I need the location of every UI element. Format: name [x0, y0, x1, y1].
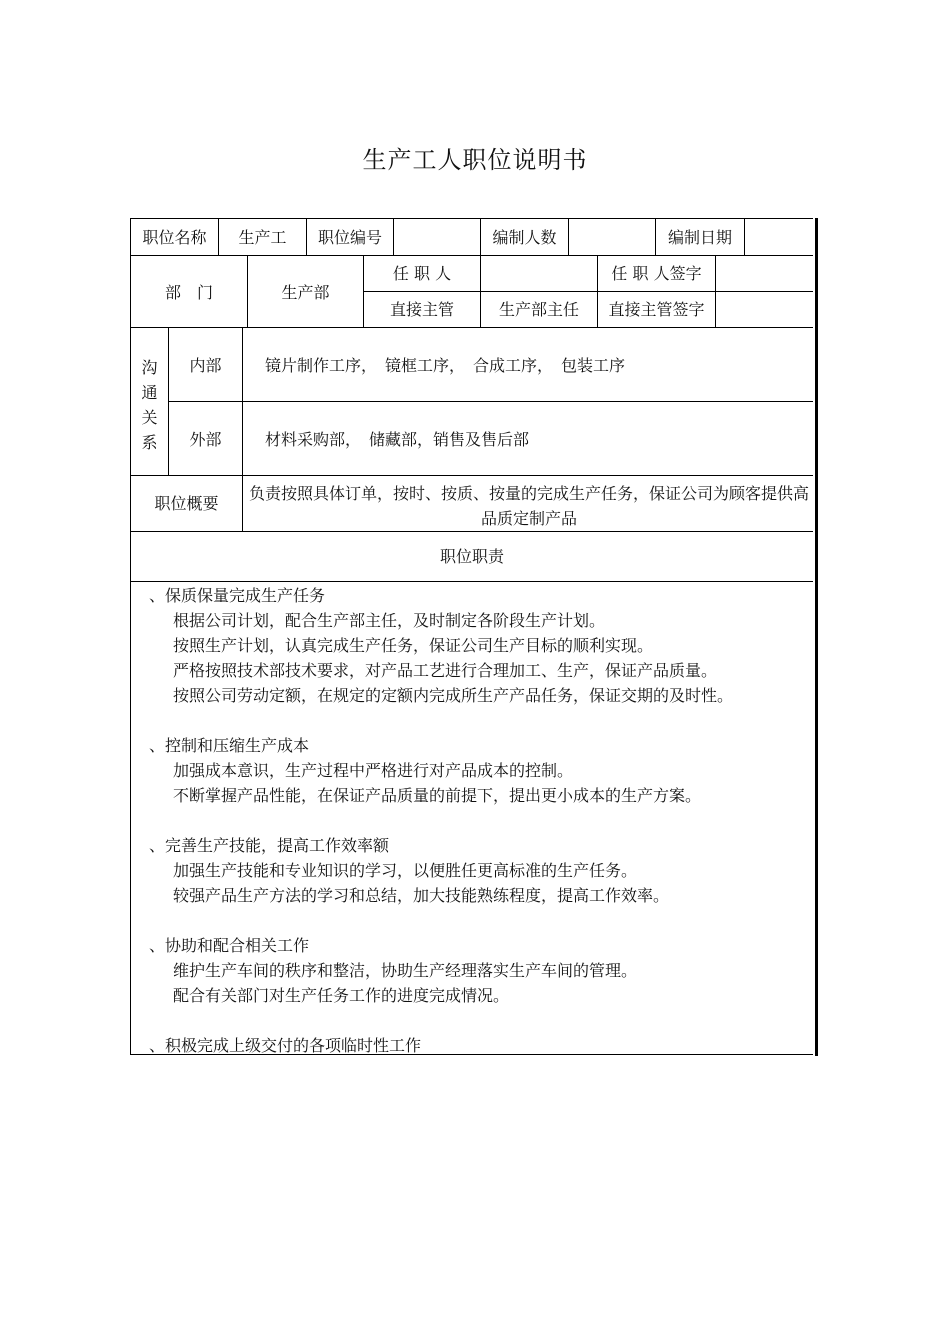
row-divider [130, 531, 813, 532]
duty-section [133, 1033, 809, 1058]
summary-value: 负责按照具体订单，按时、按质、按量的完成生产任务，保证公司为顾客提供高品质定制产品 [249, 484, 810, 528]
duty-item: 维护生产车间的秩序和整洁，协助生产经理落实生产车间的管理。 [173, 961, 638, 980]
duty-section [133, 933, 809, 1008]
table-border-top [130, 218, 813, 219]
supervisor-sign-label: 直接主管签字 [608, 300, 705, 319]
duty-item: 加强生产技能和专业知识的学习，以便胜任更高标准的生产任务。 [173, 861, 638, 880]
duty-section-title: 、保质保量完成生产任务 [149, 586, 326, 605]
duties-list [133, 583, 809, 1058]
communication-label-char: 系 [141, 433, 158, 452]
incumbent-sign-label: 任 职 人签字 [611, 264, 702, 283]
col-divider [393, 218, 394, 255]
duty-section [133, 833, 809, 908]
col-divider [715, 255, 716, 327]
department-label: 部 门 [164, 283, 213, 302]
date-label: 编制日期 [667, 228, 732, 247]
row-divider [130, 475, 813, 476]
row-divider [130, 255, 813, 256]
row-divider [130, 581, 813, 582]
communication-label [131, 355, 168, 455]
duty-item: 较强产品生产方法的学习和总结，加大技能熟练程度，提高工作效率。 [173, 886, 670, 905]
row-divider [168, 401, 813, 402]
duties-header: 职位职责 [439, 547, 504, 566]
summary-label: 职位概要 [154, 494, 219, 513]
headcount-label: 编制人数 [492, 228, 557, 247]
external-label: 外部 [189, 430, 222, 449]
incumbent-label: 任 职 人 [392, 264, 452, 283]
position-code-label: 职位编号 [317, 228, 382, 247]
supervisor-label: 直接主管 [389, 300, 454, 319]
duty-item: 按照公司劳动定额，在规定的定额内完成所生产产品任务，保证交期的及时性。 [173, 686, 734, 705]
duty-section-title: 、完善生产技能，提高工作效率额 [149, 836, 390, 855]
duty-item: 不断掌握产品性能，在保证产品质量的前提下，提出更小成本的生产方案。 [173, 786, 702, 805]
row-divider [363, 291, 813, 292]
duty-section-title: 、协助和配合相关工作 [149, 936, 310, 955]
internal-value: 镜片制作工序， 镜框工序， 合成工序， 包装工序 [265, 356, 626, 375]
duty-item: 严格按照技术部技术要求，对产品工艺进行合理加工、生产，保证产品质量。 [173, 661, 718, 680]
duty-item: 根据公司计划，配合生产部主任，及时制定各阶段生产计划。 [173, 611, 606, 630]
duty-section-title: 、积极完成上级交付的各项临时性工作 [149, 1036, 422, 1055]
internal-label: 内部 [189, 356, 222, 375]
row-divider [130, 327, 813, 328]
table-border-left [130, 218, 131, 1055]
document-title: 生产工人职位说明书 [362, 146, 588, 174]
duty-item: 按照生产计划，认真完成生产任务，保证公司生产目标的顺利实现。 [173, 636, 654, 655]
department-value: 生产部 [281, 283, 330, 302]
position-name-label: 职位名称 [142, 228, 207, 247]
supervisor-value: 生产部主任 [498, 300, 579, 319]
duty-section [133, 583, 809, 708]
duty-item: 配合有关部门对生产任务工作的进度完成情况。 [173, 986, 510, 1005]
col-divider [744, 218, 745, 255]
duty-section [133, 733, 809, 808]
external-value: 材料采购部， 储藏部，销售及售后部 [265, 430, 530, 449]
col-divider [242, 327, 243, 531]
col-divider [168, 327, 169, 475]
communication-label-char: 沟 [141, 358, 158, 377]
position-name-value: 生产工 [238, 228, 287, 247]
duty-section-title: 、控制和压缩生产成本 [149, 736, 310, 755]
communication-label-char: 关 [141, 408, 158, 427]
duty-item: 加强成本意识，生产过程中严格进行对产品成本的控制。 [173, 761, 574, 780]
communication-label-char: 通 [141, 383, 158, 402]
col-divider [568, 218, 569, 255]
